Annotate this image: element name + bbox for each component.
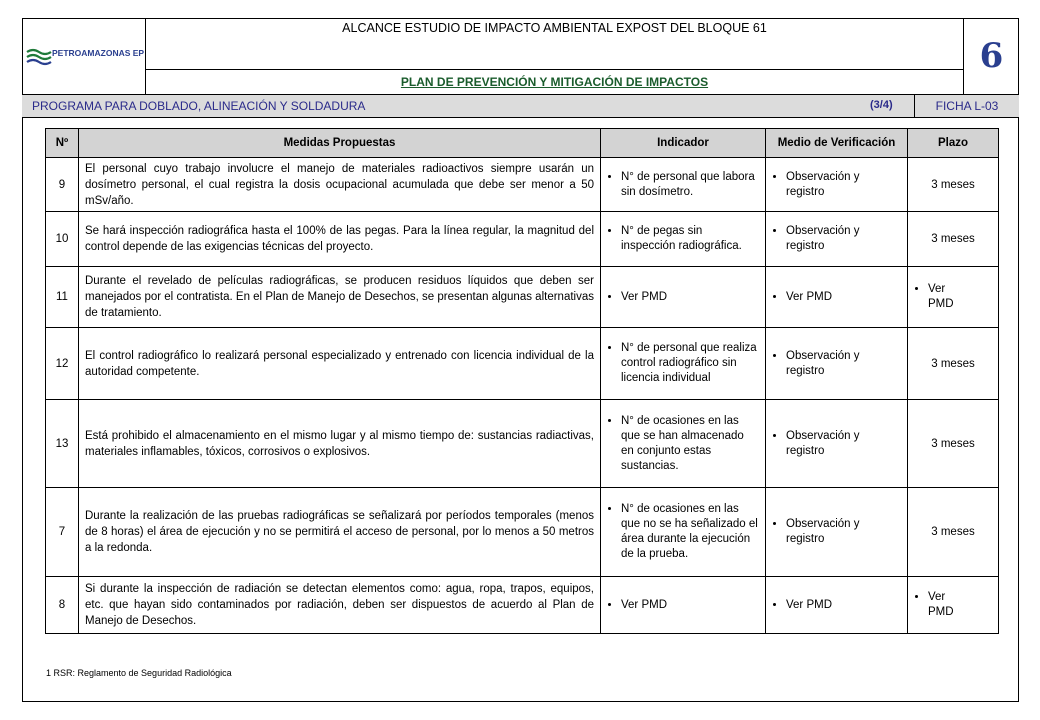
indicator-text: • N° de ocasiones en las que no se ha señalizado el área durante la ejecución de la prueba. (621, 502, 759, 562)
term-cell (908, 158, 999, 212)
document-title: ALCANCE ESTUDIO DE IMPACTO AMBIENTAL EXPOST DEL BLOQUE 61 (146, 18, 963, 70)
page-indicator: (3/4) (870, 99, 893, 111)
verification-cell (766, 577, 908, 634)
verification-text: • Ver PMD (786, 598, 901, 613)
indicator-text: • Ver PMD (621, 598, 759, 613)
measures-table (45, 128, 999, 634)
measure-text: Está prohibido el almacenamiento en el mismo lugar y al mismo tiempo de: sustancias radiactivas, materiales inflamables, tóxicos, corrosivos o explosivos. (79, 400, 601, 488)
row-number: 10 (46, 212, 79, 267)
term-text: 3 meses (931, 178, 975, 191)
table-header-row (46, 129, 999, 158)
row-number: 13 (46, 400, 79, 488)
term-cell (908, 328, 999, 400)
verification-cell (766, 400, 908, 488)
measure-text: Durante la realización de las pruebas radiográficas se señalizará por períodos temporales (menos de 8 horas) el área de ejecución y no se permitirá el acceso de personal, por lo menos a 50 metros a la redonda. (79, 488, 601, 577)
table-row (46, 488, 999, 577)
indicator-cell (601, 488, 766, 577)
indicator-cell (601, 400, 766, 488)
indicator-text: • N° de personal que realiza control radiográfico sin licencia individual (621, 341, 759, 386)
section-mark (963, 18, 1019, 94)
verification-text: • Observación y registro (786, 429, 901, 459)
section-number: 6 (979, 36, 1004, 76)
term-text: 3 meses (931, 357, 975, 370)
term-cell (908, 577, 999, 634)
indicator-cell (601, 212, 766, 267)
indicator-cell (601, 577, 766, 634)
measure-text: El personal cuyo trabajo involucre el manejo de materiales radioactivos siempre usarán un dosímetro personal, el cual registra la dosis ocupacional acumulada que debe ser menor a 50 mSv/año. (79, 158, 601, 212)
indicator-text: • N° de pegas sin inspección radiográfica. (621, 224, 759, 254)
row-number: 11 (46, 267, 79, 328)
measure-text: Si durante la inspección de radiación se detectan elementos como: agua, ropa, trapos, equipos, etc. que hayan sido contaminados por radiación, deben ser dispuestos de acuerdo al Plan de Manejo de Desechos. (79, 577, 601, 634)
measure-text: El control radiográfico lo realizará personal especializado y entrenado con licencia individual de la autoridad competente. (79, 328, 601, 400)
term-text: • Ver PMD (928, 590, 970, 620)
table-row (46, 328, 999, 400)
indicator-text: • Ver PMD (621, 290, 759, 305)
verification-text: • Observación y registro (786, 170, 901, 200)
row-number: 9 (46, 158, 79, 212)
verification-cell (766, 267, 908, 328)
verification-cell (766, 158, 908, 212)
measure-text: Se hará inspección radiográfica hasta el 100% de las pegas. Para la línea regular, la magnitud del control depende de las exigencias técnicas del proyecto. (79, 212, 601, 267)
logo-text: PETROAMAZONAS EP (52, 48, 145, 58)
header-indicador: Indicador (601, 129, 766, 158)
term-text: 3 meses (931, 437, 975, 450)
indicator-text: • N° de personal que labora sin dosímetro. (621, 170, 759, 200)
document-subtitle: PLAN DE PREVENCIÓN Y MITIGACIÓN DE IMPACTOS (400, 75, 709, 89)
term-cell (908, 488, 999, 577)
verification-text: • Ver PMD (786, 290, 901, 305)
program-bar (22, 95, 1019, 118)
term-cell (908, 400, 999, 488)
row-number: 7 (46, 488, 79, 577)
indicator-cell (601, 158, 766, 212)
footnote: 1 RSR: Reglamento de Seguridad Radiológica (46, 668, 232, 678)
indicator-text: • N° de ocasiones en las que se han almacenado en conjunto estas sustancias. (621, 414, 759, 474)
term-cell (908, 267, 999, 328)
table-row (46, 158, 999, 212)
verification-cell (766, 212, 908, 267)
term-cell (908, 212, 999, 267)
verification-text: • Observación y registro (786, 517, 901, 547)
header-verificacion: Medio de Verificación (766, 129, 908, 158)
header-medidas: Medidas Propuestas (79, 129, 601, 158)
indicator-cell (601, 267, 766, 328)
table-row (46, 267, 999, 328)
program-title: PROGRAMA PARA DOBLADO, ALINEACIÓN Y SOLDADURA (32, 99, 366, 113)
header-plazo: Plazo (908, 129, 999, 158)
row-number: 8 (46, 577, 79, 634)
verification-cell (766, 328, 908, 400)
company-logo (22, 18, 146, 94)
verification-text: • Observación y registro (786, 224, 901, 254)
term-text: • Ver PMD (928, 282, 970, 312)
table-row (46, 212, 999, 267)
term-text: 3 meses (931, 526, 975, 538)
table-row (46, 577, 999, 634)
verification-text: • Observación y registro (786, 349, 901, 379)
measure-text: Durante el revelado de películas radiográficas, se producen residuos líquidos que deben ser manejados por el contratista. En el Plan de Manejo de Desechos, se presentan algunas alternativas de tratamiento. (79, 267, 601, 328)
row-number: 12 (46, 328, 79, 400)
ficha-code: FICHA L-03 (914, 95, 1019, 117)
indicator-cell (601, 328, 766, 400)
header-num: Nº (46, 129, 79, 158)
verification-cell (766, 488, 908, 577)
table-row (46, 400, 999, 488)
term-text: 3 meses (931, 233, 975, 245)
